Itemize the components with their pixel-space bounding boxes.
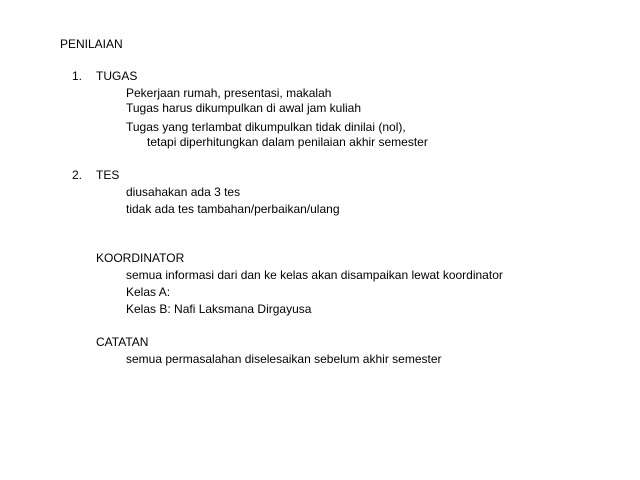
tes-line-1: diusahakan ada 3 tes xyxy=(126,185,241,199)
catatan-heading: CATATAN xyxy=(96,335,149,349)
catatan-line-1: semua permasalahan diselesaikan sebelum akhir semester xyxy=(126,352,442,366)
tes-line-2: tidak ada tes tambahan/perbaikan/ulang xyxy=(126,202,340,216)
koordinator-line-1: semua informasi dari dan ke kelas akan disampaikan lewat koordinator xyxy=(126,268,503,282)
koordinator-line-2: Kelas A: xyxy=(126,285,171,299)
section-2-heading: TES xyxy=(96,168,120,182)
tugas-line-2: Tugas harus dikumpulkan di awal jam kuliah xyxy=(126,101,362,115)
section-1-heading: TUGAS xyxy=(96,69,138,83)
koordinator-line-3: Kelas B: Nafi Laksmana Dirgayusa xyxy=(126,302,312,316)
section-2-number: 2. xyxy=(72,168,83,182)
koordinator-heading: KOORDINATOR xyxy=(96,251,185,265)
tugas-line-3: Tugas yang terlambat dikumpulkan tidak dinilai (nol), xyxy=(126,120,406,134)
tugas-line-1: Pekerjaan rumah, presentasi, makalah xyxy=(126,86,332,100)
page-title: PENILAIAN xyxy=(60,37,123,51)
tugas-line-4: tetapi diperhitungkan dalam penilaian akhir semester xyxy=(147,135,428,149)
section-1-number: 1. xyxy=(72,69,83,83)
